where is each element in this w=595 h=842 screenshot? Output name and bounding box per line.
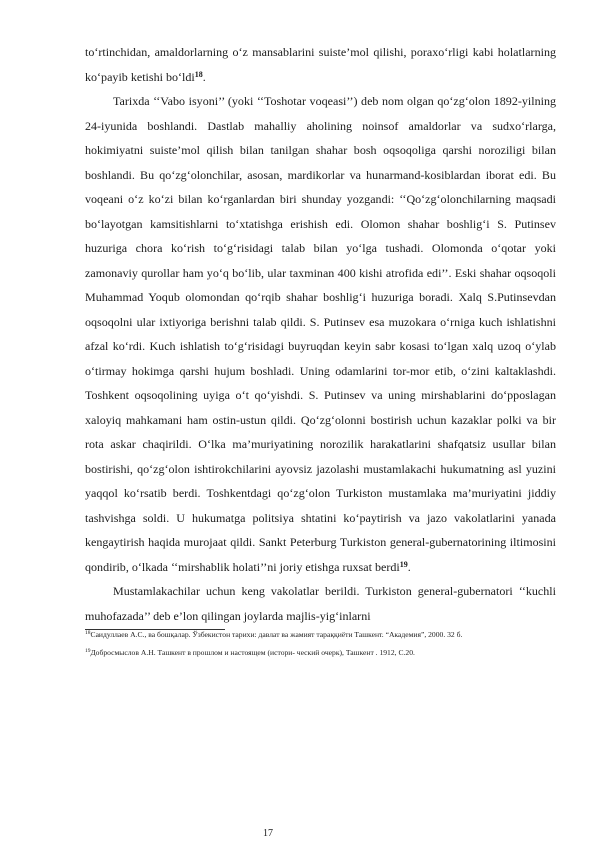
paragraph-1-text: to‘rtinchidan, amaldorlarning o‘z mansablarini suiste’mol qilishi, poraxo‘rligi kabi holatlarning ko‘payib ketishi bo‘ldi [85, 45, 556, 84]
footnote-ref-19[interactable]: 19 [399, 559, 408, 569]
page-number: 17 [263, 828, 273, 839]
footnote-19 [85, 648, 556, 659]
paragraph-1 [85, 40, 556, 89]
footnote-18 [85, 630, 556, 641]
paragraph-3-text: Mustamlakachilar uchun keng vakolatlar berildi. Turkiston general-gubernatori ‘‘kuchli muhofazada’’ deb e’lon qilingan joylarda majlis-yig‘inlarni [85, 584, 556, 623]
footnote-18-number: 18 [85, 630, 91, 636]
paragraph-1-end: . [202, 69, 206, 84]
paragraph-3 [85, 579, 556, 628]
footnote-19-number: 19 [85, 647, 91, 654]
footnote-18-text: Саидуллаев А.С., ва бошқалар. Ўзбекистон тарихи: давлат ва жамият тараққиёти Ташкент. “Академия”, 2000. 32 б. [90, 630, 463, 639]
page-body [85, 40, 556, 658]
paragraph-2-text: Tarixda ‘‘Vabo isyoni’’ (yoki ‘‘Toshotar voqeasi’’) deb nom olgan qo‘zg‘olon 1892-yilning 24-iyunida boshlandi. Dastlab mahalliy aholining noinsof amaldorlar va sudxo‘rlarga, hokimiyatni suiste’mol qilish bilan tanilgan shahar bosh oqsoqoliga qarshi noroziligi bilan boshlandi. Bu qo‘zg‘olonchilar, asosan, mardikorlar va hunarmand-kosiblardan iborat edi. Bu voqeani o‘z ko‘zi bilan ko‘rganlardan biri shunday yozgandi: ‘‘Qo‘zg‘olonchilarning maqsadi bo‘layotgan kamsitishlarni to‘xtatishga erishish edi. Olomon shahar boshlig‘i S. Putinsev huzuriga chora ko‘rish to‘g‘risidagi talab bilan yo‘lga tushadi. Olomonda o‘qotar yoki zamonaviy qurollar ham yo‘q bo‘lib, ular taxminan 400 kishi atrofida edi’’. Eski shahar oqsoqoli Muhammad Yoqub olomondan qo‘rqib shahar boshlig‘i huzuriga boradi. Xalq S.Putinsevdan oqsoqolni ular ixtiyoriga berishni talab qildi. S. Putinsev esa muzokara o‘rniga kuch ishlatishni afzal ko‘rdi. Kuch ishlatish to‘g‘risidagi buyruqdan keyin sabr kosasi to‘lgan xalq uzoq o‘ylab o‘tirmay hokimga qarshi hujum boshladi. Uning odamlarini tor-mor etib, o‘zini kaltaklashdi. Toshkent oqsoqolining uyiga o‘t qo‘yishdi. S. Putinsev va uning mirshablarini do‘pposlagan xaloyiq mahkamani ham ostin-ustun qildi. Qo‘zg‘olonni bostirish uchun kazaklar polki va bir rota askar chaqirildi. O‘lka ma’muriyatining norozilik harakatlarini shafqatsiz usullar bilan bostirishi, qo‘zg‘olon ishtirokchilarini ayovsiz jazolashi mustamlakachi hukumatning asl yuzini yaqqol ko‘rsatib berdi. Toshkentdagi qo‘zg‘olon Turkiston mustamlaka ma’muriyatini jiddiy tashvishga soldi. U hukumatga politsiya shtatini ko‘paytirish va jazo vakolatlarini yanada kengaytirish haqida murojaat qildi. Sankt Peterburg Turkiston general-gubernatorining iltimosini qondirib, o‘lkada ‘‘mirshablik holati’’ni joriy etishga ruxsat berdi [85, 94, 556, 574]
paragraph-2-end: . [407, 559, 411, 574]
paragraph-2 [85, 89, 556, 579]
footnote-19-text: Добросмыслов А.Н. Ташкент в прошлом и настоящем (истори- ческий очерк), Ташкент . 1912, С.20. [90, 647, 415, 657]
footnote-ref-18[interactable]: 18 [194, 69, 203, 79]
